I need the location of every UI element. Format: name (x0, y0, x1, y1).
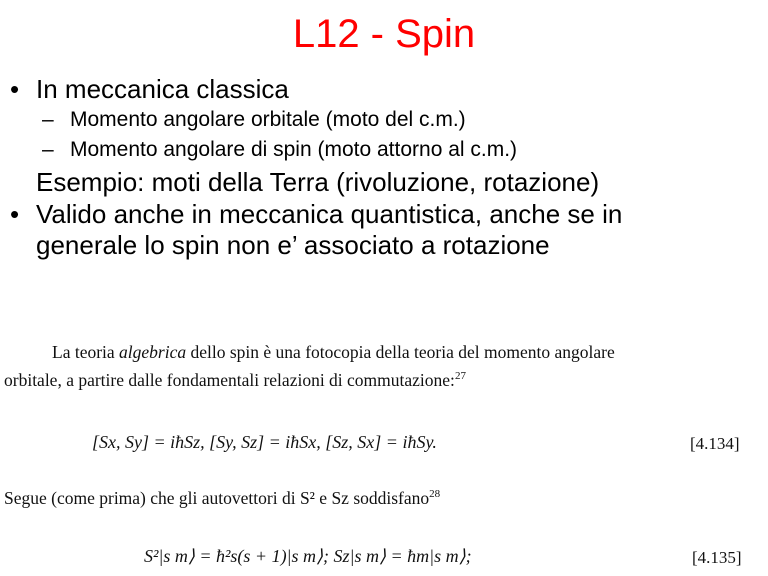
footnote-28: 28 (429, 488, 441, 501)
para1-emphasis: algebrica (119, 342, 187, 362)
excerpt-paragraph-1 (4, 340, 760, 392)
bullet-text: In meccanica classica (36, 74, 289, 104)
bullet-marker: • (10, 74, 20, 104)
sub-bullet-orbital (8, 105, 758, 135)
dash-marker: – (42, 138, 54, 161)
dash-marker: – (42, 108, 54, 131)
bullet-marker: • (10, 199, 20, 229)
bullet-list (8, 74, 758, 261)
para1-line2: orbitale, a partire dalle fondamentali relazioni di commutazione: (4, 369, 455, 390)
textbook-excerpt (0, 340, 768, 576)
footnote-27: 27 (454, 370, 466, 382)
eigenvalue-equation: S²|s m⟩ = ħ²s(s + 1)|s m⟩; Sz|s m⟩ = ħm|s m⟩; (144, 546, 472, 566)
bullet-quantum (8, 199, 758, 230)
excerpt-paragraph-2 (4, 488, 440, 509)
equation-number-135: [4.135] (692, 548, 742, 567)
sub-bullet-text: Momento angolare orbitale (moto del c.m.) (70, 108, 466, 131)
para1-text-a: La teoria (52, 342, 120, 362)
example-line: Esempio: moti della Terra (rivoluzione, rotazione) (36, 167, 600, 197)
para1-text-b: dello spin è una fotocopia della teoria del momento angolare (186, 342, 615, 362)
sub-bullet-text: Momento angolare di spin (moto attorno al c.m.) (70, 138, 518, 161)
slide-title: L12 - Spin (292, 12, 476, 56)
para2-text: Segue (come prima) che gli autovettori di S² e Sz soddisfano (4, 488, 430, 508)
commutation-equation: [Sx, Sy] = iħSz, [Sy, Sz] = iħSx, [Sz, Sx] = iħSy. (92, 432, 437, 452)
bullet-classical (8, 74, 758, 105)
bullet-text: Valido anche in meccanica quantistica, anche se in (36, 199, 623, 229)
equation-number-134: [4.134] (690, 434, 740, 453)
bullet-continuation: generale lo spin non e’ associato a rotazione (36, 230, 550, 260)
sub-bullet-spin (8, 135, 758, 165)
